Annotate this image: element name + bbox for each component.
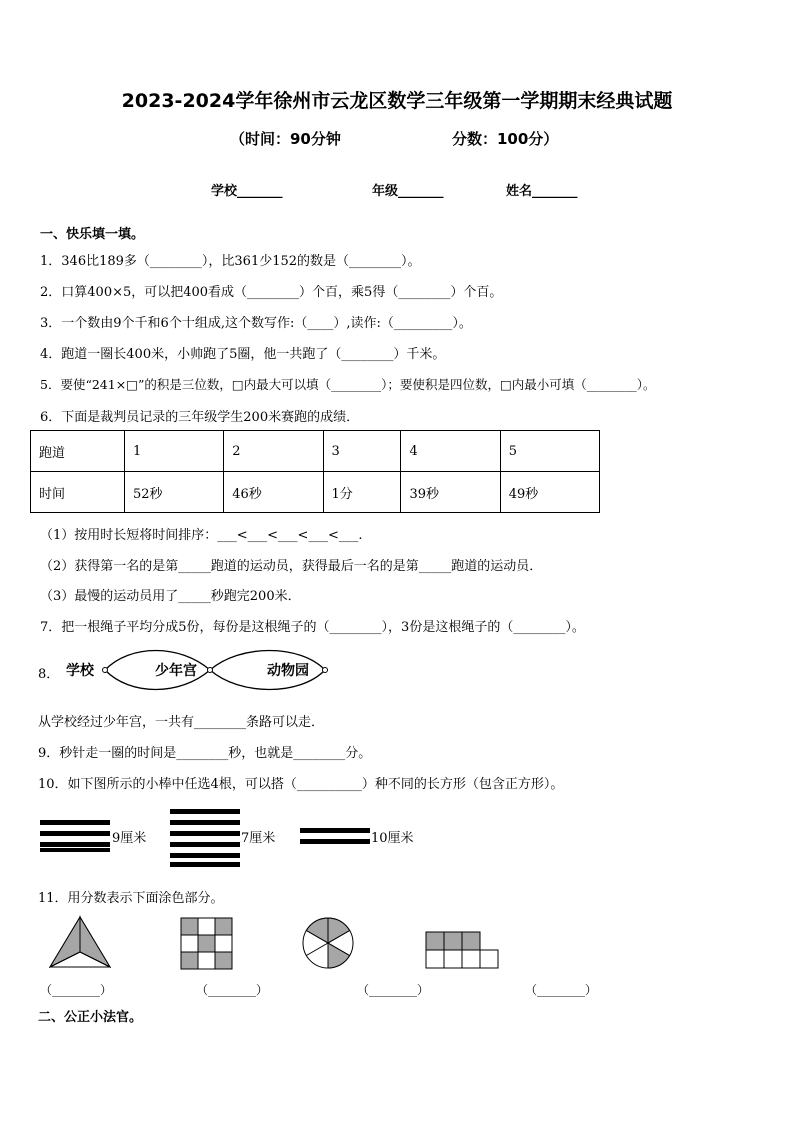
name-field: 姓名_______ <box>506 184 578 199</box>
answer-blank-2: （________） <box>196 983 269 997</box>
table-row <box>31 472 600 513</box>
table-cell: 3 <box>323 431 401 472</box>
stick-label-7cm: 7厘米 <box>241 831 276 846</box>
grade-field: 年级_______ <box>372 184 444 199</box>
table-cell: 2 <box>224 431 323 472</box>
page-title: 2023-2024学年徐州市云龙区数学三年级第一学期期末经典试题 <box>121 90 673 112</box>
answer-blank-1: （________） <box>40 983 113 997</box>
race-results-table <box>30 430 600 513</box>
question-7: 7．把一根绳子平均分成5份，每份是这根绳子的（________），3份是这根绳子的（________）。 <box>40 620 585 635</box>
exam-time: （时间：90分钟 <box>230 130 341 148</box>
question-9: 9．秒针走一圈的时间是________秒，也就是________分。 <box>38 746 372 761</box>
stick-group-7cm <box>170 809 240 867</box>
question-3: 3．一个数由9个千和6个十组成,这个数写作:（____）,读作:（_________）。 <box>40 316 472 331</box>
label-zoo: 动物园 <box>267 663 309 679</box>
school-field: 学校_______ <box>211 184 283 199</box>
exam-score: 分数：100分） <box>452 130 559 148</box>
answer-blank-4: （________） <box>525 983 598 997</box>
table-cell: 1分 <box>323 472 401 513</box>
table-cell: 1 <box>125 431 224 472</box>
grid-shape <box>181 918 232 969</box>
question-6-2: （2）获得第一名的是第_____跑道的运动员，获得最后一名的是第_____跑道的运动员． <box>40 559 543 574</box>
question-8-text: 从学校经过少年宫，一共有________条路可以走． <box>38 715 325 730</box>
table-row <box>31 431 600 472</box>
fraction-shapes <box>40 914 520 974</box>
route-diagram <box>60 648 350 692</box>
bar-grid-shape <box>426 932 498 968</box>
table-cell: 5 <box>500 431 599 472</box>
stick-group-9cm <box>40 820 110 852</box>
table-cell: 4 <box>401 431 500 472</box>
stick-label-9cm: 9厘米 <box>112 831 147 846</box>
label-school: 学校 <box>66 663 94 679</box>
question-11: 11．用分数表示下面涂色部分。 <box>38 891 224 906</box>
stick-group-10cm <box>300 828 370 844</box>
table-cell: 时间 <box>31 472 125 513</box>
node-dot <box>323 668 328 673</box>
table-cell: 跑道 <box>31 431 125 472</box>
stick-label-10cm: 10厘米 <box>371 831 414 846</box>
question-4: 4．跑道一圈长400米，小帅跑了5圈，他一共跑了（________）千米。 <box>40 347 446 362</box>
question-6-1: （1）按用时长短将时间排序：___<___<___<___<___. <box>40 528 363 543</box>
node-dot <box>103 668 108 673</box>
question-6: 6．下面是裁判员记录的三年级学生200米赛跑的成绩． <box>40 410 360 425</box>
circle-shape <box>303 918 353 968</box>
question-1: 1．346比189多（________），比361少152的数是（________）。 <box>40 254 421 269</box>
table-cell: 46秒 <box>224 472 323 513</box>
question-8-number: 8． <box>38 667 60 682</box>
question-5: 5．要使“241×□”的积是三位数，□内最大可以填（________）；要使积是四位数，□内最小可填（________）。 <box>40 377 656 392</box>
sticks-figure <box>38 806 438 870</box>
table-cell: 39秒 <box>401 472 500 513</box>
answer-blank-3: （________） <box>357 983 430 997</box>
label-youth-palace: 少年宫 <box>155 663 197 679</box>
table-cell: 49秒 <box>500 472 599 513</box>
question-2: 2．口算400×5，可以把400看成（________）个百，乘5得（________）个百。 <box>40 285 503 300</box>
section-1-heading: 一、快乐填一填。 <box>40 227 145 242</box>
node-dot <box>208 668 213 673</box>
question-10: 10．如下图所示的小棒中任选4根，可以搭（__________）种不同的长方形（包含正方形）。 <box>38 777 564 792</box>
triangle-shape <box>50 917 110 967</box>
section-2-heading: 二、公正小法官。 <box>38 1010 143 1025</box>
question-6-3: （3）最慢的运动员用了_____秒跑完200米． <box>40 589 301 604</box>
table-cell: 52秒 <box>125 472 224 513</box>
